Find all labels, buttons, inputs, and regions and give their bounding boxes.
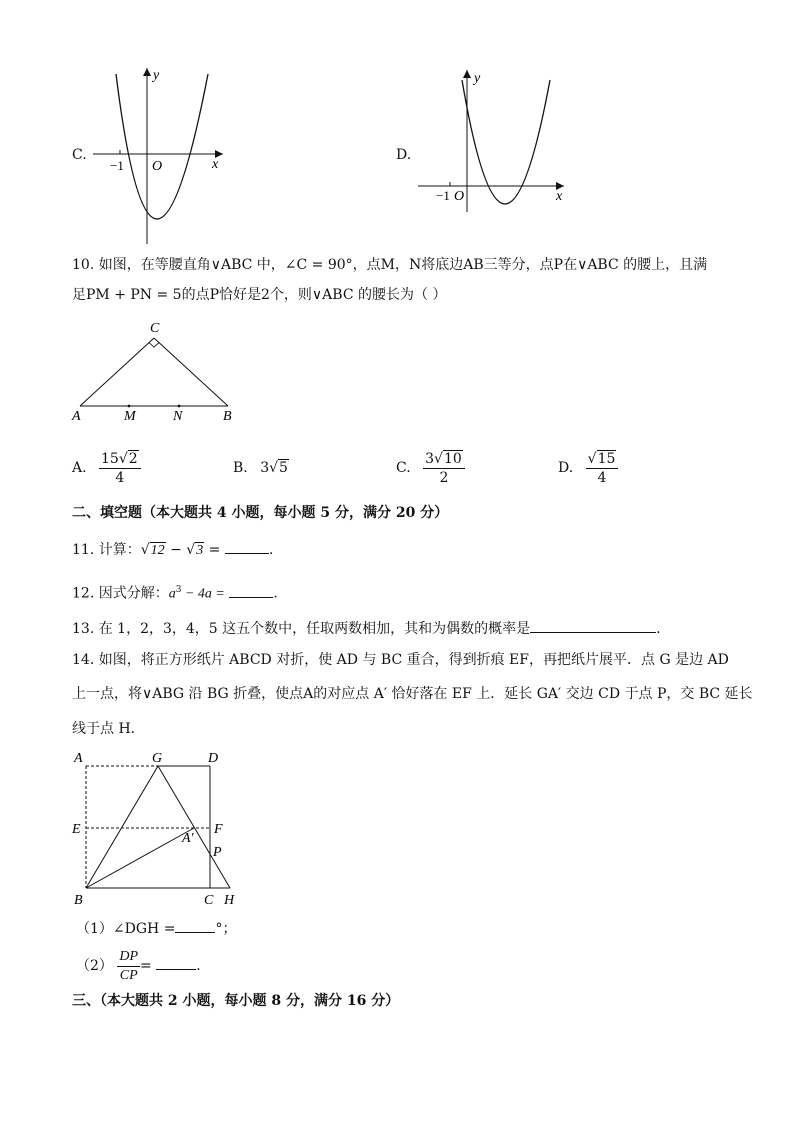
q10-option-a: A. $\frac{15√2}{4}$ — [72, 448, 141, 488]
option-d-label: D. — [396, 147, 412, 163]
vertex-c-label: C — [150, 321, 160, 336]
q10-option-b: B. 3√5 — [233, 460, 288, 476]
q14-part1-blank[interactable] — [175, 918, 215, 933]
point-a-label: A — [74, 751, 83, 766]
q12-answer-blank[interactable] — [229, 583, 273, 598]
point-m-label: M — [124, 409, 136, 424]
point-d-label: D — [208, 751, 219, 766]
point-b-label: B — [74, 893, 83, 908]
point-a-prime-label: A′ — [182, 831, 194, 846]
square-fold-figure — [66, 748, 246, 910]
q14-part2: （2） $\frac{DP}{CP}$ = . — [76, 948, 201, 983]
q10-line2: 足PM + PN = 5的点P恰好是2个，则∨ABC 的腰长为（ ） — [72, 287, 447, 303]
q12-text: 12. 因式分解：$a^3 - 4a$ = . — [72, 580, 278, 605]
point-h-label: H — [224, 893, 235, 908]
point-n-label: N — [173, 409, 183, 424]
origin-label: O — [454, 189, 465, 204]
option-a-fraction: $\frac{15√2}{4}$ — [99, 450, 141, 487]
point-g-label: G — [152, 751, 163, 766]
dp-cp-fraction: $\frac{DP}{CP}$ — [119, 948, 139, 983]
section2-heading: 二、填空题（本大题共 4 小题，每小题 5 分，满分 20 分） — [72, 505, 449, 521]
vertex-b-label: B — [223, 409, 232, 424]
q14-line3: 线于点 H． — [72, 721, 145, 737]
point-p-label: P — [213, 845, 222, 860]
x-axis-label: x — [556, 189, 563, 204]
parabola-graph-c — [88, 62, 228, 248]
tick-label: −1 — [436, 188, 450, 203]
option-d-fraction: $\frac{√15}{4}$ — [586, 450, 619, 487]
vertex-a-label: A — [72, 409, 81, 424]
q13-answer-blank[interactable] — [530, 618, 656, 633]
origin-label: O — [152, 159, 163, 174]
triangle-abc-figure — [68, 318, 248, 426]
option-c-label: C. — [72, 147, 87, 163]
y-axis-label: y — [474, 71, 481, 86]
point-f-label: F — [214, 822, 223, 837]
q14-line1: 14. 如图，将正方形纸片 ABCD 对折，使 AD 与 BC 重合，得到折痕 EF，再把纸片展平．点 G 是边 AD — [72, 652, 729, 668]
q14-line2: 上一点，将∨ABG 沿 BG 折叠，使点A的对应点 A′ 恰好落在 EF 上．延长 GA′ 交边 CD 于点 P，交 BC 延长 — [72, 686, 753, 702]
point-c-label: C — [204, 893, 214, 908]
section3-heading: 三、（本大题共 2 小题，每小题 8 分，满分 16 分） — [72, 993, 400, 1009]
q10-option-d: D. $\frac{√15}{4}$ — [558, 448, 618, 488]
q11-text: 11. 计算：√12 − √3 = . — [72, 539, 273, 561]
q10-line1: 10. 如图，在等腰直角∨ABC 中，∠C = 90°，点M，N将底边AB三等分，点P在∨ABC 的腰上，且满 — [72, 257, 708, 273]
q14-part1: （1）∠DGH = °； — [76, 918, 236, 939]
x-axis-label: x — [212, 157, 219, 172]
option-c-fraction: $\frac{3√10}{2}$ — [423, 450, 465, 487]
q14-part2-blank[interactable] — [156, 955, 196, 970]
q11-answer-blank[interactable] — [225, 539, 269, 554]
y-axis-label: y — [153, 68, 160, 83]
point-e-label: E — [72, 822, 81, 837]
q13-text: 13. 在 1，2，3，4，5 这五个数中，任取两数相加，其和为偶数的概率是 . — [72, 618, 661, 639]
tick-label: −1 — [110, 158, 124, 173]
q10-option-c: C. $\frac{3√10}{2}$ — [396, 448, 465, 488]
parabola-graph-d — [414, 66, 570, 216]
